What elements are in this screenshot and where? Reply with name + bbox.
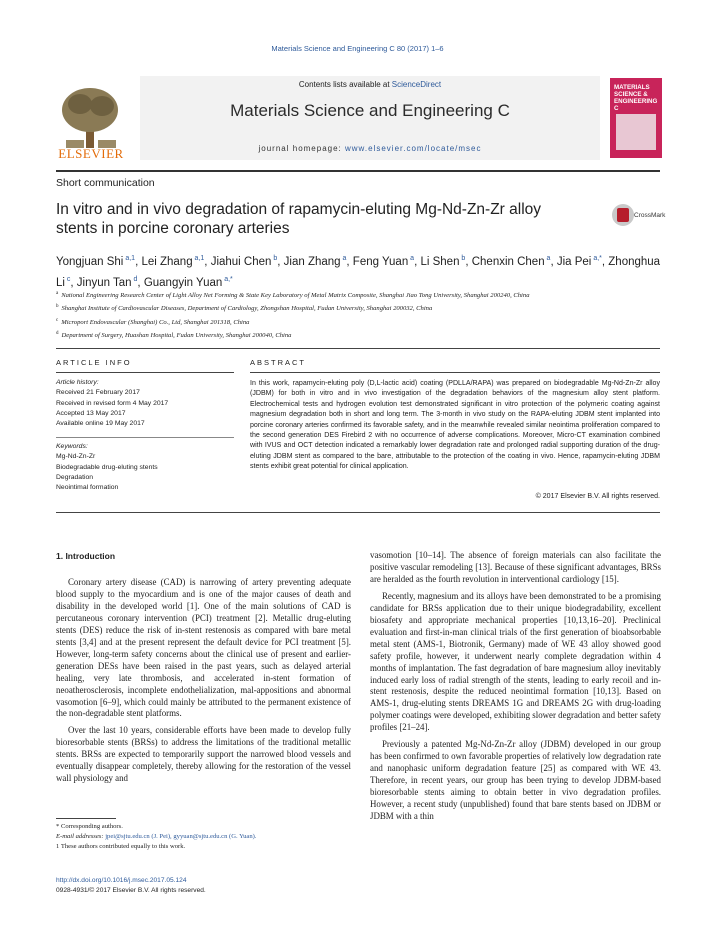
paragraph: Recently, magnesium and its alloys have been demonstrated to be a promising candidate for BRSs application due to their unique biodegradability, excellent biosafety and appropriate mechanical properties [10,13,16–20]. Preclinical evaluation and first-in-man clinical trials of the first generation of bioabsorbable metal stent (AMS-1, Biotronik, Germany) made of WE 43 alloy showed good safety profile, however, it underwent nearly complete degradation within 4 months of implantation. The fast degradation of bare magnesium alloy inevitably induced early loss of radial strength of the stents, leading to early recoil and in-stent restenosis, despite the reduced neointimal formation [10,13]. Based on AMS-1, drug-eluting stents DREAMS 1G and DREAMS 2G with drug-loading polymer coatings were developed, exhibiting slower degradation and better safety profiles [21–24].: [370, 590, 661, 733]
affiliation-text: Shanghai Institute of Cardiovascular Diseases, Department of Cardiology, Zhongshan Hospital, Fudan University, Shanghai 200032, China: [61, 305, 433, 313]
history-online: Available online 19 May 2017: [56, 420, 145, 428]
author-affiliation-marker: a: [544, 255, 551, 262]
author-affiliation-marker: a,1: [192, 255, 205, 262]
keyword: Neointimal formation: [56, 484, 119, 492]
affiliation-text: National Engineering Research Center of Light Alloy Net Forming & State Key Laboratory of Metal Matrix Composite, Shanghai Jiao Tong University, Shanghai 200240, China: [61, 292, 530, 300]
author-affiliation-marker: b: [459, 255, 466, 262]
journal-homepage: [140, 144, 600, 153]
email-note: [56, 832, 356, 842]
homepage-prefix: journal homepage:: [258, 144, 345, 153]
author-affiliation-marker: a,*: [591, 255, 602, 262]
crossmark-button[interactable]: [612, 204, 672, 234]
article-info-rule: [56, 372, 234, 373]
affiliation-letter: d: [56, 331, 59, 337]
affiliation: [56, 328, 666, 341]
author-name[interactable]: Jinyun Tan: [76, 276, 132, 289]
footnote-rule: [56, 818, 116, 819]
elsevier-wordmark: ELSEVIER: [58, 146, 124, 161]
affiliations: [56, 288, 666, 342]
article-info-heading: ARTICLE INFO: [56, 358, 132, 367]
keywords-rule: [56, 437, 234, 438]
paragraph: Coronary artery disease (CAD) is narrowing of artery preventing adequate blood supply to the myocardium and is one of the major causes of death and disability in the developed world [1]. One of the main solutions of CAD is percutaneous coronary intervention (PCI) treatment [2]. Metallic drug-eluting stents (DES) reduce the risk of in-stent restenosis as compared with bare metal stents [3,4] and at the present represent the default device for PCI treatment [5]. However, long-term safety concerns about the clinical use of present and earlier-generation DESs have been raised in the past years, such as delayed arterial healing, very late thrombosis, and accelerated in-stent formation of neoatherosclerosis, incomplete endothelialization, mal-appositions and abnormal vasomotion [6–9], which could mainly be attributed to the permanent existence of the non-degradable stent platforms.: [56, 577, 351, 719]
journal-name: Materials Science and Engineering C: [230, 101, 510, 120]
keyword: Mg-Nd-Zn-Zr: [56, 453, 96, 461]
article-title: In vitro and in vivo degradation of rapamycin-eluting Mg-Nd-Zn-Zr alloy stents in porcine coronary arteries: [56, 201, 542, 237]
crossmark-label: CrossMark: [634, 212, 666, 219]
history-accepted: Accepted 13 May 2017: [56, 409, 126, 417]
author-affiliation-marker: a: [340, 255, 347, 262]
contents-prefix: Contents lists available at: [298, 80, 392, 89]
author-name[interactable]: Yongjuan Shi: [56, 255, 124, 268]
paragraph: Previously a patented Mg-Nd-Zn-Zr alloy (JDBM) developed in our group has been confirmed to own favorable properties of relatively low degradation rate and nanophasic uniform degradation feature [25] as compared with WE 43. Therefore, in recent years, our group has been trying to develop JDBM-based bioresorbable stents aiming to obtain better in vivo degradation profiles. However, a recent study (unpublished) found that bare stents based on JDBM or JDBM with a thin: [370, 739, 661, 822]
section-heading-introduction: 1. Introduction: [56, 551, 116, 561]
issn-line: 0928-4931/© 2017 Elsevier B.V. All rights reserved.: [56, 886, 206, 894]
author-name[interactable]: Jian Zhang: [283, 255, 341, 268]
author-list: Yongjuan Shi $^{a,1}$, Lei Zhang $^{a,1}$, Jiahui Chen $^b$, Jian Zhang $^a$, Feng Yuan $^a$, Li Shen $^b$, Chenxin Chen $^a$, Jia Pei $^{a,*}$, Zhonghua Li $^c$, Jinyun Tan $^d$, Guangyin Yuan $^{a,*}$: [56, 255, 661, 289]
body-column-right: [370, 550, 661, 823]
cover-title: MATERIALS SCIENCE & ENGINEERING C: [614, 84, 658, 112]
affiliation-text: Microport Endovascular (Shanghai) Co., Ltd, Shanghai 201318, China: [61, 318, 250, 326]
affiliation: [56, 315, 666, 328]
author-affiliation-marker: b: [271, 255, 278, 262]
corresponding-note: * Corresponding authors.: [56, 823, 123, 830]
article-history: [56, 378, 236, 429]
journal-reference[interactable]: Materials Science and Engineering C 80 (2017) 1–6: [271, 44, 444, 53]
author-affiliation-marker: d: [131, 275, 138, 283]
article-type: Short communication: [56, 177, 155, 189]
abstract-copyright: © 2017 Elsevier B.V. All rights reserved.: [535, 493, 660, 500]
header-divider: [56, 170, 660, 172]
abstract-heading: ABSTRACT: [250, 358, 307, 367]
sciencedirect-link[interactable]: ScienceDirect: [391, 80, 442, 89]
author-affiliation-marker: a,*: [222, 275, 233, 283]
author-name[interactable]: Jiahui Chen: [210, 255, 272, 268]
paragraph: vasomotion [10–14]. The absence of foreign materials can also facilitate the positive vascular remodeling [13]. Because of these significant advantages, BRSs are heralded as the fourth revolution in interventional cardiology [15].: [370, 550, 661, 584]
abstract-bottom-divider: [56, 512, 660, 513]
history-label: Article history:: [56, 379, 99, 386]
author-name[interactable]: Chenxin Chen: [471, 255, 545, 268]
email-addresses[interactable]: jpei@sjtu.edu.cn (J. Pei), gyyuan@sjtu.edu.cn (G. Yuan).: [105, 833, 257, 840]
history-revised: Received in revised form 4 May 2017: [56, 399, 169, 407]
author-name[interactable]: Lei Zhang: [141, 255, 193, 268]
doi-block: [56, 876, 206, 895]
affiliation-text: Department of Surgery, Huashan Hospital, Fudan University, Shanghai 200040, China: [61, 332, 292, 340]
author-name[interactable]: Li Shen: [420, 255, 460, 268]
doi-link[interactable]: http://dx.doi.org/10.1016/j.msec.2017.05.124: [56, 877, 187, 884]
footnotes: [56, 822, 356, 852]
author-affiliation-marker: a,1: [123, 255, 136, 262]
affiliation-letter: a: [56, 291, 59, 296]
info-top-divider: [56, 348, 660, 349]
history-received: Received 21 February 2017: [56, 389, 140, 397]
crossmark-icon: [612, 204, 634, 226]
equal-contribution-note: 1 These authors contributed equally to this work.: [56, 843, 186, 850]
affiliation: [56, 301, 666, 314]
author-name[interactable]: Jia Pei: [556, 255, 592, 268]
author-name[interactable]: Zhonghua Li: [56, 255, 661, 289]
keyword: Degradation: [56, 473, 94, 481]
author-affiliation-marker: a: [408, 255, 415, 262]
affiliation-letter: b: [56, 304, 59, 310]
contents-line: [140, 80, 600, 89]
keyword: Biodegradable drug-eluting stents: [56, 463, 158, 471]
body-column-left: [56, 577, 351, 785]
affiliation: [56, 288, 666, 301]
abstract-text: In this work, rapamycin-eluting poly (D,L-lactic acid) coating (PDLLA/RAPA) was prepared on biodegradable Mg-Nd-Zn-Zr alloy (JDBM) for both in vitro and in vivo investigation of the degradation behaviors of the magnesium alloy stent platform. Electrochemical tests and hydrogen evolution test demonstrated significant in vitro protection of the polymeric coating against magnesium degradation both in short and long term. The 3-month in vivo study on the RAPA-eluting JDBM stent implanted into porcine coronary arteries confirmed its favorable safety, and in the meanwhile revealed similar neointima proliferation compared to the second generation DES Firebird 2 with no occurrence of adverse complications. Moreover, Micro-CT examination combined with IVUS and OCT detection indicated a remarkably lower degradation rate and prolonged radial supporting duration of the drug-eluting JDBM stent as compared to the bare, attributable to the protection of the coating in vivo. Hence, rapamycin-eluting JDBM stents exhibit great potential for clinical application.: [250, 380, 660, 471]
keywords-label: Keywords:: [56, 443, 88, 450]
cover-illustration: [616, 114, 656, 150]
affiliation-letter: c: [56, 317, 59, 323]
author-name[interactable]: Feng Yuan: [352, 255, 409, 268]
paragraph: Over the last 10 years, considerable efforts have been made to develop fully bioresorbable stents (BRSs) to address the limitations of the traditional metallic stents. BRSs are expected to temporarily support the narrowed blood vessels and eventually disappear completely, thereby allowing for the restoration of the vessel wall physiology and: [56, 725, 351, 784]
email-label: E-mail addresses:: [56, 833, 106, 840]
homepage-link[interactable]: www.elsevier.com/locate/msec: [345, 144, 482, 153]
abstract-rule: [250, 372, 660, 373]
keywords: [56, 442, 236, 493]
author-name[interactable]: Guangyin Yuan: [143, 276, 223, 289]
author-affiliation-marker: c: [64, 275, 71, 283]
journal-cover-image[interactable]: [610, 78, 662, 158]
